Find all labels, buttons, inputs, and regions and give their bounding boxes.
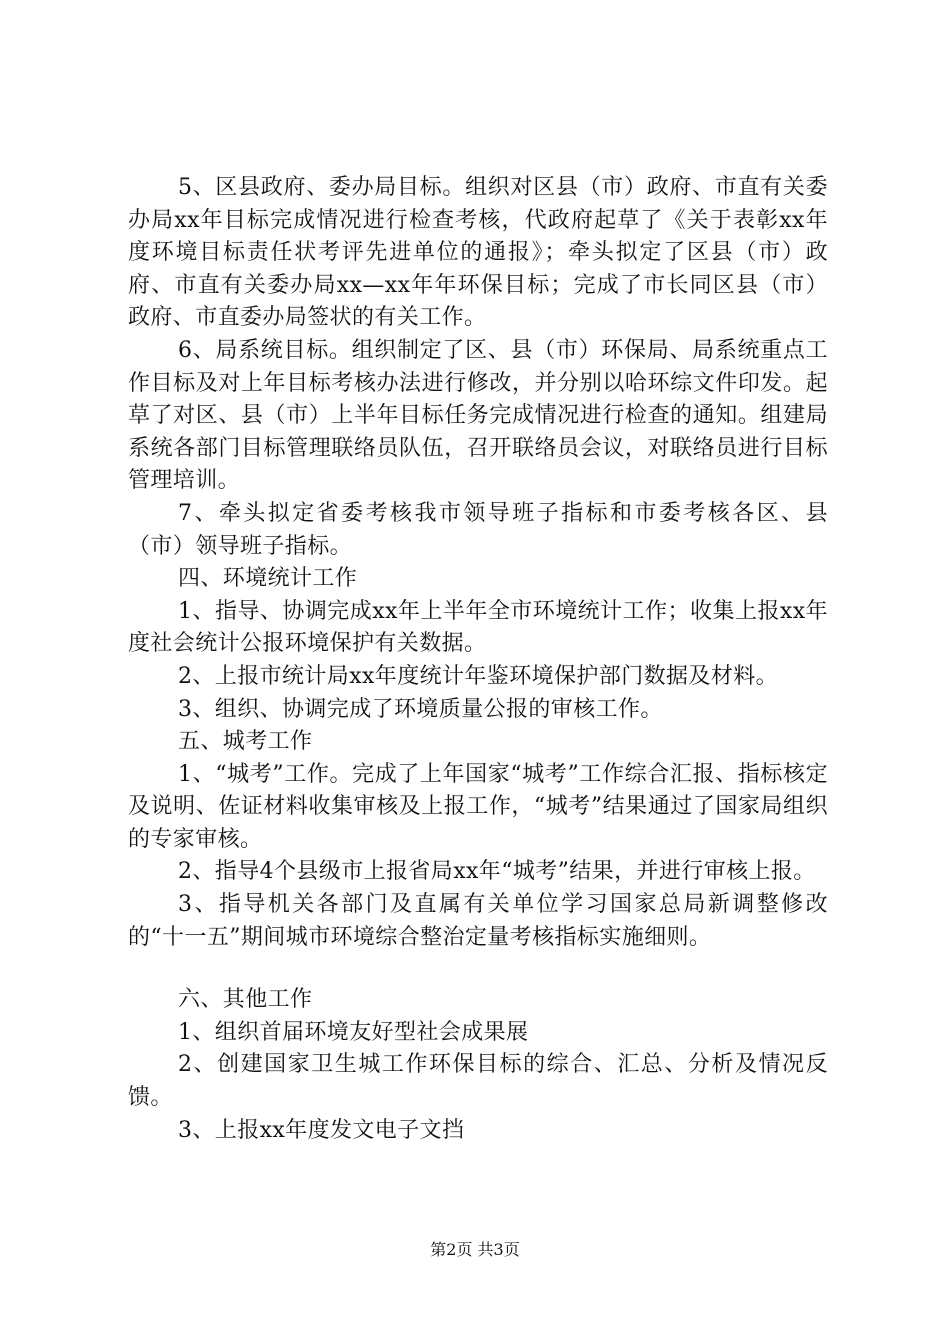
- page-footer: 第2页 共3页: [430, 1240, 520, 1259]
- paragraph-bureau-goals: 6、局系统目标。组织制定了区、县（市）环保局、局系统重点工作目标及对上年目标考核办法进行修改，并分别以哈环综文件印发。起草了对区、县（市）上半年目标任务完成情况进行检查的通知。组建局系统各部门目标管理联络员队伍，召开联络员会议，对联络员进行目标管理培训。: [128, 337, 828, 494]
- section-heading-city-assessment: 五、城考工作: [178, 729, 313, 755]
- paragraph-district-goals: 5、区县政府、委办局目标。组织对区县（市）政府、市直有关委办局xx年目标完成情况进行检查考核，代政府起草了《关于表彰xx年度环境目标责任状考评先进单位的通报》；牵头拟定了区县（市）政府、市直有关委办局xx—xx年年环保目标；完成了市长同区县（市）政府、市直委办局签状的有关工作。: [128, 175, 828, 331]
- paragraph-statistics-3: 3、组织、协调完成了环境质量公报的审核工作。: [178, 696, 663, 722]
- section-heading-statistics: 四、环境统计工作: [178, 566, 358, 592]
- paragraph-statistics-1: 1、指导、协调完成xx年上半年全市环境统计工作；收集上报xx年度社会统计公报环境保护有关数据。: [128, 598, 828, 657]
- paragraph-leadership-indicators: 7、牵头拟定省委考核我市领导班子指标和市委考核各区、县（市）领导班子指标。: [128, 500, 828, 559]
- paragraph-other-work-1: 1、组织首届环境友好型社会成果展: [178, 1019, 529, 1045]
- document-body: [128, 172, 828, 1147]
- section-heading-other-work: 六、其他工作: [178, 987, 313, 1013]
- paragraph-other-work-3: 3、上报xx年度发文电子文挡: [178, 1117, 465, 1143]
- paragraph-city-assessment-2: 2、指导4个县级市上报省局xx年“城考”结果，并进行审核上报。: [178, 859, 816, 885]
- paragraph-city-assessment-3: 3、指导机关各部门及直属有关单位学习国家总局新调整修改的“十一五”期间城市环境综合整治定量考核指标实施细则。: [128, 892, 828, 950]
- paragraph-statistics-2: 2、上报市统计局xx年度统计年鉴环境保护部门数据及材料。: [178, 663, 779, 689]
- paragraph-gap: [128, 954, 828, 984]
- paragraph-city-assessment-1: 1、“城考”工作。完成了上年国家“城考”工作综合汇报、指标核定及说明、佐证材料收集审核及上报工作，“城考”结果通过了国家局组织的专家审核。: [128, 761, 828, 852]
- paragraph-other-work-2: 2、创建国家卫生城工作环保目标的综合、汇总、分析及情况反馈。: [128, 1052, 828, 1111]
